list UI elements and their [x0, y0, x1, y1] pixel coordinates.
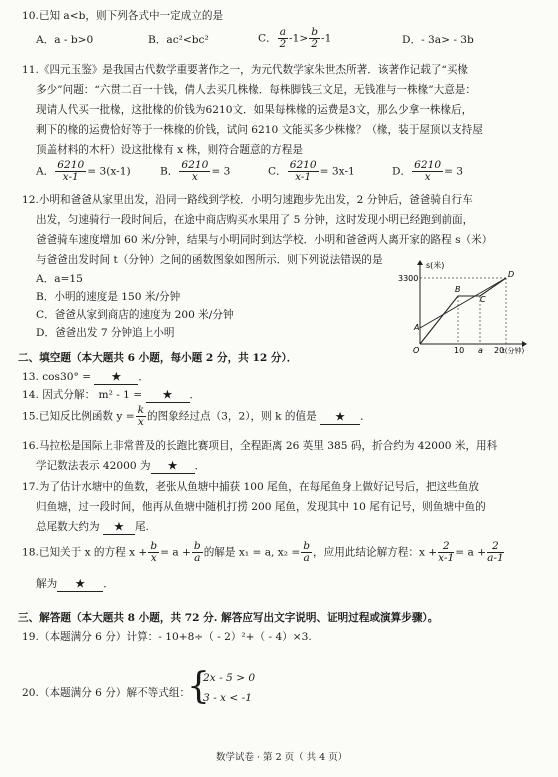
q17-answer-blank[interactable]: ★ — [103, 521, 135, 535]
q17-line-1: 17.为了估计水塘中的鱼数，老张从鱼塘中捕获 100 尾鱼，在每尾鱼身上做好记号后，把这些鱼放 — [22, 481, 479, 493]
q18-line-1: 18.已知关于 x 的方程 x + $\frac{b}{x}$ = a + $\frac{b}{a}$ 的解是 x₁ = a, x₂ = $\frac{b}{a}$ ，应用此结论解方程：x + $\frac{2}{x-1}$ = a + $\frac{2}{a-1}$ — [22, 540, 504, 564]
x-tick-a: a — [478, 346, 483, 354]
s-axis-label: s(米) — [426, 261, 445, 270]
q11-option-b: B． $\frac{6210}{x}$ = 3 — [160, 159, 231, 183]
q19: 19.（本题满分 6 分）计算：- 10+8÷（ - 2）²+（ - 4）×3. — [22, 631, 312, 643]
q15-answer-blank[interactable]: ★ — [320, 411, 360, 425]
q11-option-d: D． $\frac{6210}{x}$ = 3 — [392, 159, 464, 183]
y-tick-3300: 3300 — [398, 274, 419, 283]
inequality-2: 3 - x < -1 — [203, 692, 252, 704]
q10-stem: 10.已知 a<b，则下列各式中一定成立的是 — [22, 10, 224, 22]
q16-answer-blank[interactable]: ★ — [151, 460, 195, 474]
q14-answer-blank[interactable]: ★ — [146, 389, 190, 403]
point-d-label: D — [508, 270, 515, 279]
inequality-brace: { — [187, 666, 210, 707]
section-3-title: 三、解答题（本大题共 8 小题，共 72 分. 解答应写出文字说明、证明过程或演算步骤）。 — [18, 612, 439, 624]
q10-option-a: A．a - b>0 — [36, 34, 94, 46]
q12-line-1: 12.小明和爸爸从家里出发，沿同一路线到学校．小明匀速跑步先出发，2 分钟后，爸爸骑自行车 — [22, 194, 473, 206]
q12-option-d: D．爸爸出发 7 分钟追上小明 — [36, 327, 175, 339]
q10-option-d: D．- 3a> - 3b — [402, 34, 474, 46]
q11-line-5: 顶盖材料的木杆）设这批椽有 x 株，则符合题意的方程是 — [36, 144, 303, 156]
t-axis-label: t(分钟) — [502, 347, 525, 354]
q12-line-3: 爸爸骑车速度增加 60 米/分钟，结果与小明同时到达学校．小明和爸爸两人离开家的路程 s（米） — [36, 234, 493, 246]
q12-line-2: 出发，匀速骑行一段时间后，在途中商店购买水果用了 5 分钟，这时发现小明已经跑到前面， — [36, 214, 474, 226]
point-c-label: C — [480, 295, 486, 304]
distance-time-graph — [398, 258, 528, 354]
father-line — [420, 278, 506, 344]
q12-option-a: A．a=15 — [36, 273, 83, 285]
q12-option-c: C．爸爸从家到商店的速度为 200 米/分钟 — [36, 309, 234, 321]
q11-option-c: C． $\frac{6210}{x-1}$ = 3x-1 — [268, 159, 355, 183]
s-axis-arrow — [417, 260, 423, 265]
origin-label: O — [413, 346, 420, 354]
q10-option-b: B．ac²<bc² — [148, 34, 209, 46]
page-footer: 数学试卷 · 第 2 页（ 共 4 页） — [216, 752, 348, 763]
q13-answer-blank[interactable]: ★ — [94, 371, 138, 385]
q11-line-4: 剩下的椽的运费恰好等于一株椽的价钱，试问 6210 文能买多少株椽？（椽，装于屋顶以支持屋 — [36, 124, 483, 136]
q17-line-3: 总尾数大约为 ★ 尾. — [36, 521, 149, 533]
q11-line-2: 多少”问题：“六贯二百一十钱，倩人去买几株椽．每株脚钱三文足，无钱准与一株椽”大意是： — [36, 84, 476, 96]
q10-option-c: C． $\frac{a}{2}$ -1> $\frac{b}{2}$ -1 — [258, 26, 332, 50]
q17-line-2: 归鱼塘，过一段时间，他再从鱼塘中随机打捞 200 尾鱼，发现其中 10 尾有记号，则鱼塘中鱼的 — [36, 501, 486, 513]
point-a-label: A — [414, 323, 420, 332]
section-2-title: 二、填空题（本大题共 6 小题，每小题 2 分，共 12 分）． — [18, 352, 298, 364]
x-tick-10: 10 — [454, 346, 465, 354]
q16-line-2: 学记数法表示 42000 为 ★ ． — [36, 460, 206, 472]
q11-line-1: 11.《四元玉鉴》是我国古代数学重要著作之一，为元代数学家朱世杰所著．该著作记载了“买椽 — [22, 64, 469, 76]
inequality-1: 2x - 5 > 0 — [203, 672, 256, 684]
q18-answer-blank[interactable]: ★ — [57, 578, 103, 592]
q12-line-4: 与爸爸出发时间 t（分钟）之间的函数图象如图所示．则下列说法错误的是 — [36, 254, 383, 266]
q11-option-a: A． $\frac{6210}{x-1}$ = 3(x-1) — [36, 159, 131, 183]
q16-line-1: 16.马拉松是国际上非常普及的长跑比赛项目，全程距离 26 英里 385 码，折合约为 42000 米，用科 — [22, 440, 498, 452]
q12-option-b: B．小明的速度是 150 米/分钟 — [36, 291, 181, 303]
q11-line-3: 现请人代买一批椽，这批椽的价钱为6210文．如果每株椽的运费是3文，那么少拿一株椽后， — [36, 104, 473, 116]
q13: 13. cos30° = ★ ． — [22, 371, 149, 383]
q15: 15.已知反比例函数 y = $\frac{k}{x}$ 的图象经过点（3，2），则 k 的值是 ★ ． — [22, 404, 371, 428]
x-tick-20: 20 — [494, 346, 505, 354]
q14: 14. 因式分解： m² - 1 = ★ ． — [22, 389, 201, 401]
point-b-label: B — [455, 285, 461, 294]
q18-line-2: 解为 ★ ． — [36, 578, 114, 590]
xiaoming-line — [420, 278, 506, 328]
q20-stem: 20.（本题满分 6 分）解不等式组： — [22, 687, 191, 699]
